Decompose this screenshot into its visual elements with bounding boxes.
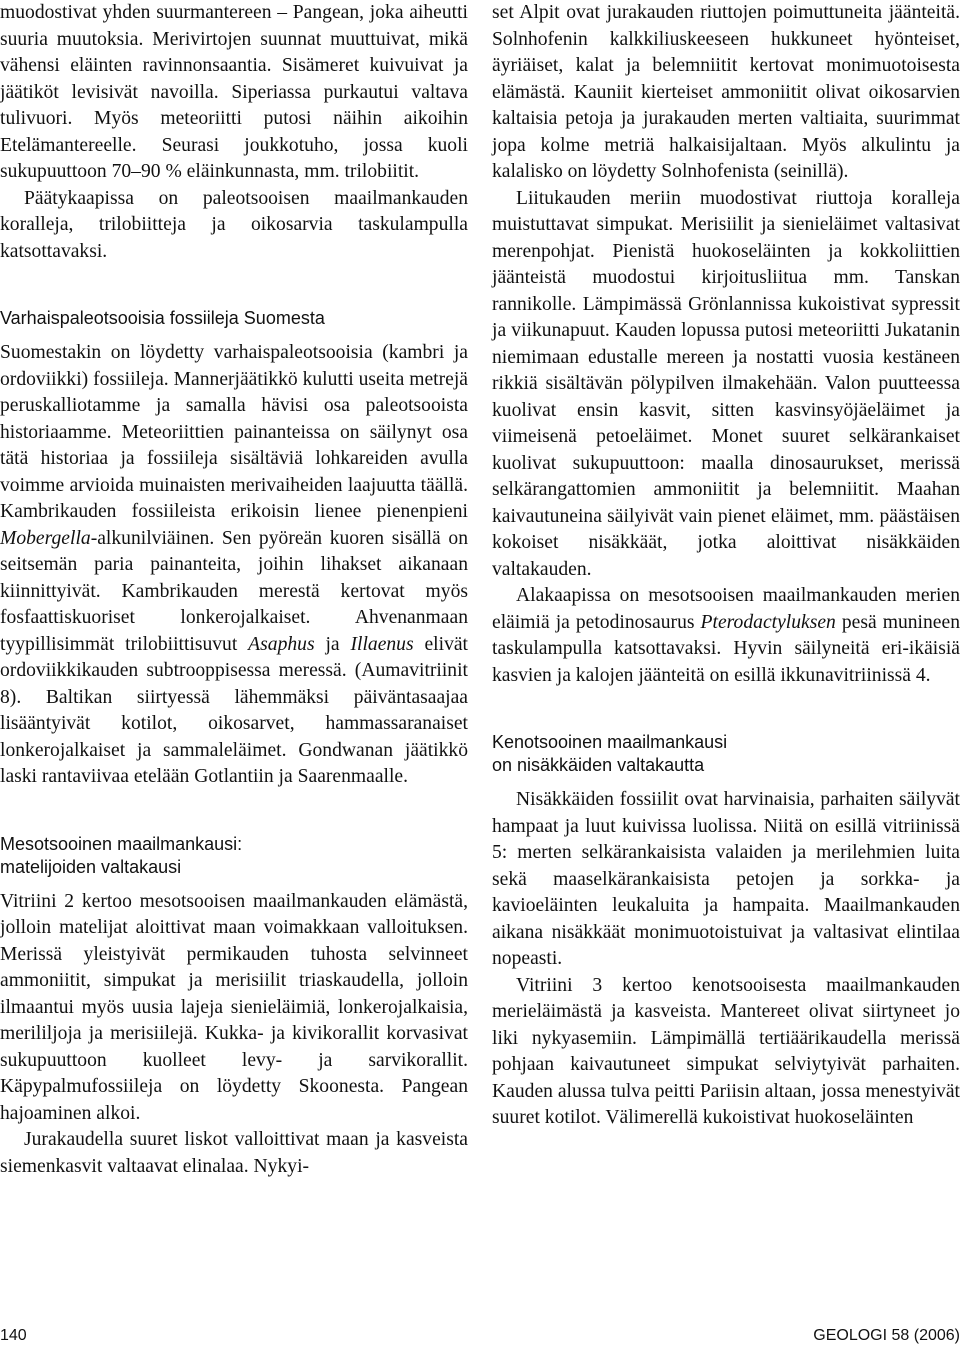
paragraph-text: -alkunilviäinen. Sen pyöreän kuoren sisällä on seitsemän paria painanteita, joihin lihakset aikanaan kiinnittyivät. Kambrikauden merestä kertovat myös fosfaattiskuoriset lonkerojalkaiset. Ahvenanmaan tyypillisimmät trilobiittisuvut (0, 527, 468, 655)
paragraph-text: ja (314, 633, 351, 655)
paragraph: Liitukauden meriin muodostivat riuttoja koralleja muistuttavat simpukat. Merisiilit ja sienieläimet valtasivat merenpohjat. Pienistä huokoseläinten ja kokkoliittien jäänteistä muodostui kirjoitusliitua mm. Tanskan rannikolle. Lämpimässä Grönlannissa kukoistivat sypressit ja viikunapuut. Kauden lopussa putosi meteoriitti Jukatanin niemimaan edustalle mereen ja nostatti vuosia kestäneen rikkiä sisältävän pölypilven ilmakehään. Valon puutteessa kuolivat ensin kasvit, sitten kasvinsyöjäeläimet ja viimeisenä petoeläimet. Monet suuret selkärankaiset kuolivat sukupuuttoon: maalla dinosaurukset, merissä selkärangattomien ammoniitit ja belemniitit. Maahan kaivautuneina säilyivät vain pienet eläimet, mm. päästäisen kokoiset nisäkkäät, jotka aloittivat nisäkkäiden valtakauden. (492, 187, 960, 580)
heading-line: on nisäkkäiden valtakautta (492, 755, 705, 775)
genus-name-italic: Asaphus (248, 633, 315, 655)
paragraph: Päätykaapissa on paleotsooisen maailmankauden koralleja, trilobiitteja ja oikosarvia taskulampulla katsottavaksi. (0, 187, 468, 262)
journal-reference: GEOLOGI 58 (2006) (813, 1327, 960, 1344)
paragraph-text: elivät ordoviikkikauden subtrooppisessa meressä. (Aumavitriinit 8). Baltikan siirtyessä lähemmäksi päiväntasaajaa lisääntyivät kotilot, oikosarvet, hammassaranaiset lonkerojalkaiset ja sammaleläimet. Gondwanan jäätikkö laski rantaviivaa etelään Gotlantiin ja Saarenmaalle. (0, 633, 469, 787)
heading-line: Mesotsooinen maailmankausi: (0, 833, 243, 854)
paragraph-text: Suomestakin on löydetty varhaispaleotsooisia (kambri ja ordoviikki) fossiileja. Mannerjäätikkö kulutti useita metrejä peruskalliotamme ja samalla hävisi osa paleotsooista historiaamme. Meteoriittien painanteissa on säilynyt osa tätä historiaa ja fossiileja sisältäviä lohkareiden avulla voimme arvioida muinaisten merivaiheiden laajuutta täällä. Kambrikauden fossiileista erikoisin lienee pienenpieni (0, 342, 468, 522)
paragraph-text: pesä munineen taskulampulla katsottavaksi. Hyvin säilyneitä eri-ikäisiä kasvien ja kalojen jäänteitä on esillä ikkunavitriinissä 4. (492, 611, 960, 686)
paragraph-text: Alakaapissa on mesotsooisen maailmankauden merien eläimiä ja petodinosaurus (492, 585, 960, 633)
genus-name-italic: Mobergella (0, 527, 91, 549)
paragraph (492, 583, 960, 689)
genus-name-italic: Illaenus (350, 633, 414, 655)
paragraph: Jurakaudella suuret liskot valloittivat maan ja kasveista siemenkasvit valtaavat elinalaa. Nykyi- (0, 1129, 468, 1177)
left-column (0, 0, 468, 1180)
paragraph: set Alpit ovat jurakauden riuttojen poimuttuneita jäänteitä. Solnhofenin kalkkiliuskeeseen hukkuneet hyönteiset, äyriäiset, kalat ja belemniitit kertovat monimuotoisesta elämästä. Kauniit kierteiset ammoniitit olivat oikosarvien kaltaisia petoja ja jurakauden merten valtiaita, suurimmat jopa kolme metriä halkaisijaltaan. Myös alkulintu ja kalalisko on löydetty Solnhofenista (seinillä). (492, 2, 960, 182)
right-column (492, 0, 960, 1132)
heading-line: matelijoiden valtakausi (0, 856, 182, 877)
section-heading (0, 833, 468, 879)
section-heading (492, 731, 960, 777)
heading-line: Kenotsooinen maailmankausi (492, 732, 728, 752)
section-heading: Varhaispaleotsooisia fossiileja Suomesta (0, 308, 325, 328)
paragraph (0, 340, 468, 791)
paragraph: Nisäkkäiden fossiilit ovat harvinaisia, parhaiten säilyvät hampaat ja luut kuivissa luolissa. Niitä on esillä vitriinissä 5: merten selkärankaisista valaiden ja merilehmien luita sekä maaselkärankaisista petojen ja sorkka- ja kavioeläinten leukaluita ja hampaita. Maailmankauden aikana nisäkkäät monimuotoistuivat ja valtasivat elintilaa nopeasti. (492, 789, 960, 969)
paragraph: muodostivat yhden suurmantereen – Pangean, joka aiheutti suuria muutoksia. Merivirtojen suunnat muuttuivat, mikä vähensi eläinten ravinnonsaantia. Sisämeret kuivuivat ja jäätiköt levisivät navoilla. Siperiassa purkautui valtava tulivuori. Myös meteoriitti putosi näihin aikoihin Etelämantereelle. Seurasi joukkotuho, jossa kuoli sukupuuttoon 70–90 % eläinkunnasta, mm. trilobiitit. (0, 2, 468, 182)
page-number: 140 (0, 1327, 27, 1344)
paragraph: Vitriini 3 kertoo kenotsooisesta maailmankauden merieläimästä ja kasveista. Mantereet olivat siirtyneet jo liki nykyasemiin. Lämpimällä tertiäärikaudella merissä pohjaan kaivautuneet simpukat selviytyivät parhaiten. Kauden alussa tulva peitti Pariisin altaan, jossa menestyivät suuret kotilot. Välimerellä kukoistivat huokoseläinten (492, 974, 960, 1128)
paragraph: Vitriini 2 kertoo mesotsooisen maailmankauden elämästä, jolloin matelijat aloittivat maan voimakkaan valloituksen. Merissä yleistyivät permikauden tuhosta selvinneet ammoniitit, simpukat ja merisiilit triaskaudella, jolloin ilmaantui myös uusia lajeja sienieläimiä, lonkerojalkaisia, merililjoja ja merisiilejä. Kukka- ja kivikorallit korvasivat sukupuuttoon kuolleet levy- ja sarvikorallit. Käpypalmufossiileja on löydetty Skoonesta. Pangean hajoaminen alkoi. (0, 890, 468, 1124)
genus-name-italic: Pterodactyluksen (700, 611, 836, 633)
